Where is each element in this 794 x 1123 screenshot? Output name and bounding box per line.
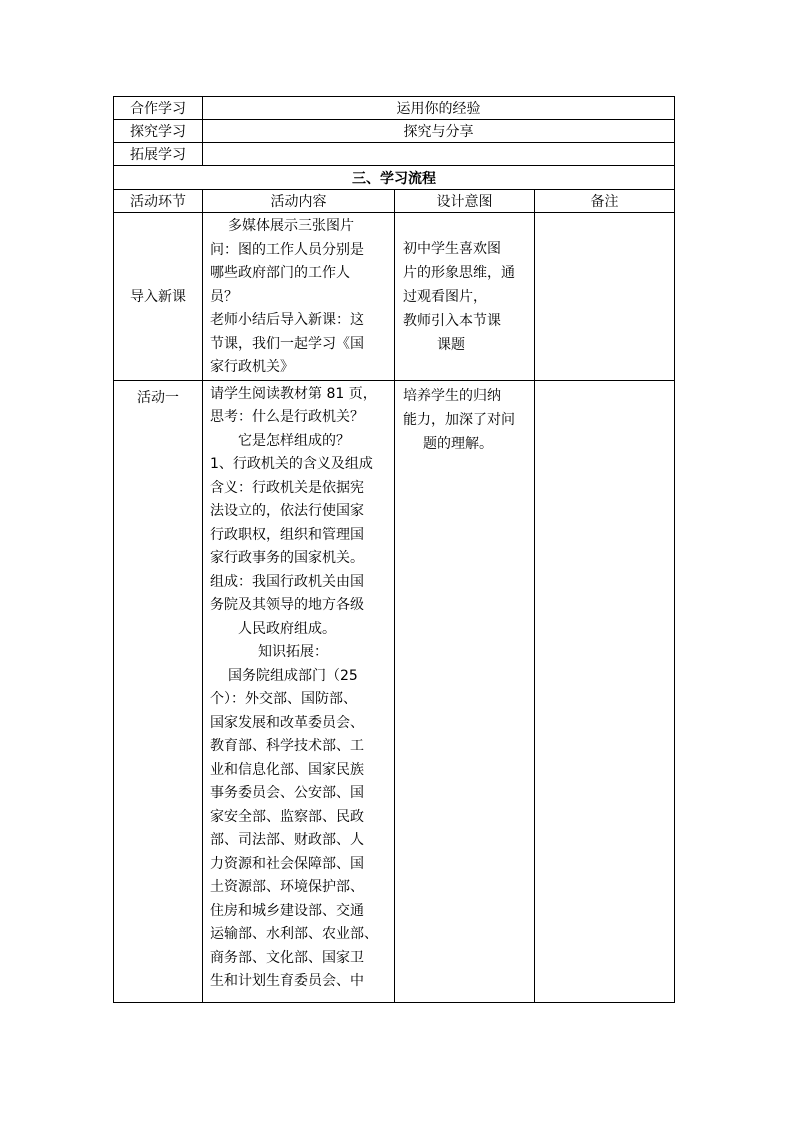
note-intro	[535, 213, 675, 381]
content-line: 事务委员会、公安部、国	[210, 785, 364, 801]
content-line: 请学生阅读教材第 81 页，	[210, 385, 377, 402]
content-line: 务院及其领导的地方各级	[210, 597, 364, 613]
content-line: 多媒体展示三张图片	[228, 218, 354, 234]
content-line: 教育部、科学技术部、工	[210, 738, 364, 754]
intent-line: 课题	[437, 337, 465, 353]
content-intro	[203, 213, 395, 381]
row-label-extension: 拓展学习	[114, 143, 203, 166]
intent-line: 过观看图片，	[403, 289, 487, 305]
header-row	[114, 190, 675, 213]
stage-activity-1: 活动一	[114, 380, 203, 1002]
header-note: 备注	[535, 190, 675, 213]
content-line: 国家发展和改革委员会、	[210, 714, 364, 731]
content-line: 人民政府组成。	[238, 620, 336, 637]
table-row	[114, 97, 675, 120]
content-line: 它是怎样组成的？	[238, 432, 350, 449]
content-line: 家安全部、监察部、民政	[210, 808, 364, 825]
content-line: 生和计划生育委员会、中	[210, 973, 364, 989]
header-stage: 活动环节	[114, 190, 203, 213]
content-activity-1	[203, 380, 395, 1002]
intent-line: 初中学生喜欢图	[403, 241, 501, 257]
content-line: 住房和城乡建设部、交通	[210, 902, 364, 919]
header-content: 活动内容	[203, 190, 395, 213]
content-line: 个）：外交部、国防部、	[210, 691, 357, 707]
content-line: 业和信息化部、国家民族	[210, 761, 364, 778]
content-line: 家行政事务的国家机关。	[210, 550, 364, 566]
row-value-cooperative: 运用你的经验	[203, 97, 675, 120]
intent-activity-1	[395, 380, 535, 1002]
content-line: 运输部、水利部、农业部、	[210, 926, 378, 942]
content-line: 知识拓展：	[258, 644, 328, 660]
intent-line: 片的形象思维，通	[403, 265, 515, 281]
row-value-extension	[203, 143, 675, 166]
intent-line: 能力，加深了对问	[403, 411, 515, 428]
header-intent: 设计意图	[395, 190, 535, 213]
content-line: 问：图的工作人员分别是	[210, 241, 364, 258]
content-line: 含义：行政机关是依据宪	[210, 479, 364, 496]
intent-intro	[395, 213, 535, 381]
table-row	[114, 213, 675, 381]
table-row	[114, 120, 675, 143]
content-line: 国务院组成部门（25	[228, 667, 358, 684]
content-line: 部、司法部、财政部、人	[210, 832, 364, 848]
section-title: 三、学习流程	[114, 166, 675, 190]
row-label-inquiry: 探究学习	[114, 120, 203, 143]
content-line: 力资源和社会保障部、国	[210, 855, 364, 872]
content-line: 家行政机关》	[210, 359, 294, 375]
content-line: 商务部、文化部、国家卫	[210, 949, 364, 966]
table-row	[114, 166, 675, 190]
intent-line: 培养学生的归纳	[403, 387, 501, 404]
row-value-inquiry: 探究与分享	[203, 120, 675, 143]
intent-line: 教师引入本节课	[403, 313, 501, 329]
content-line: 哪些政府部门的工作人	[210, 265, 350, 281]
note-activity-1	[535, 380, 675, 1002]
content-line: 老师小结后导入新课：这	[210, 312, 364, 328]
content-line: 1、行政机关的含义及组成	[210, 456, 373, 472]
content-line: 思考：什么是行政机关？	[210, 409, 364, 425]
content-line: 土资源部、环境保护部、	[210, 879, 364, 895]
content-line: 行政职权，组织和管理国	[210, 526, 364, 543]
content-line: 节课，我们一起学习《国	[210, 335, 364, 352]
table-row	[114, 143, 675, 166]
intent-line: 题的理解。	[423, 435, 493, 452]
lesson-plan-table	[113, 96, 675, 1003]
table-row	[114, 380, 675, 1002]
content-line: 法设立的，依法行使国家	[210, 503, 364, 519]
row-label-cooperative: 合作学习	[114, 97, 203, 120]
content-line: 组成：我国行政机关由国	[210, 573, 364, 590]
content-line: 员？	[210, 288, 238, 305]
stage-intro: 导入新课	[114, 213, 203, 381]
